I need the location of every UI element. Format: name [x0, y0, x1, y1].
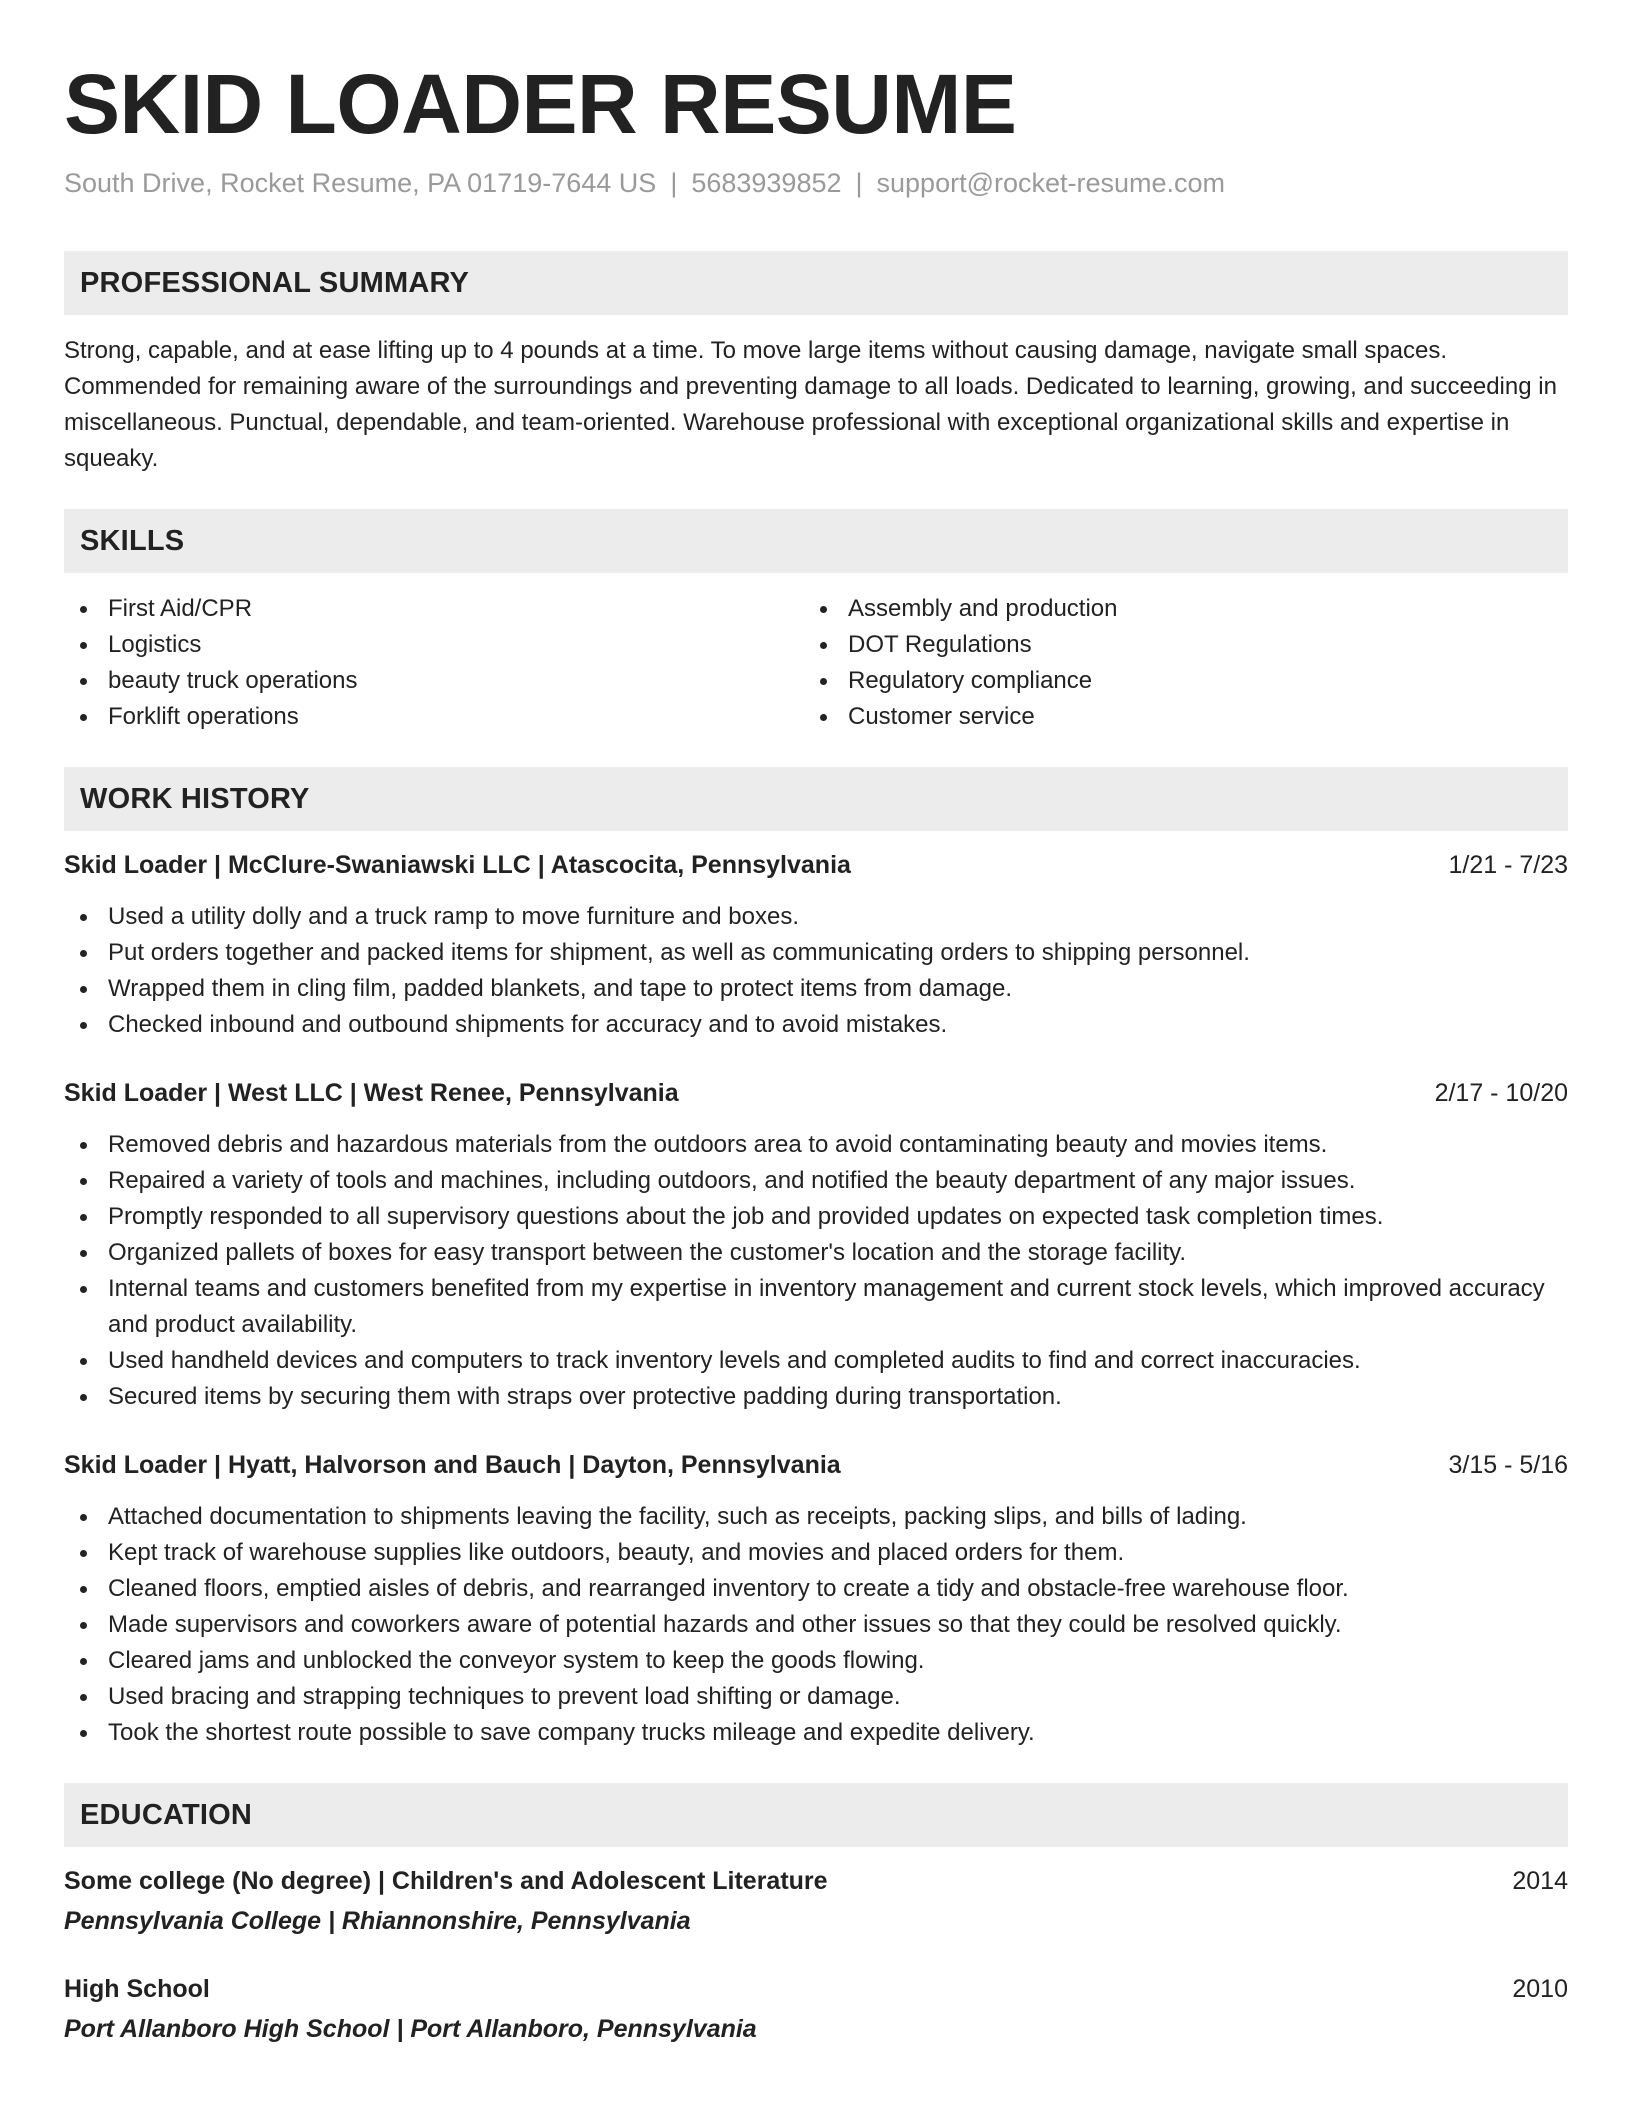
- skill-item: beauty truck operations: [64, 663, 804, 699]
- education-title: High School: [64, 1975, 210, 2004]
- education-year: 2014: [1512, 1867, 1568, 1896]
- job-title: Skid Loader | West LLC | West Renee, Pennsylvania: [64, 1079, 679, 1108]
- contact-phone: 5683939852: [691, 168, 842, 198]
- work-heading: WORK HISTORY: [64, 767, 1568, 831]
- contact-separator: |: [855, 168, 863, 198]
- education-header: [64, 1971, 1568, 2007]
- education-title: Some college (No degree) | Children's and Adolescent Literature: [64, 1867, 828, 1896]
- skill-item: Logistics: [64, 627, 804, 663]
- education-entry: [64, 1863, 1568, 1939]
- job-bullet: Secured items by securing them with straps over protective padding during transportation.: [64, 1379, 1568, 1415]
- contact-email: support@rocket-resume.com: [876, 168, 1226, 198]
- resume-title: SKID LOADER RESUME: [64, 57, 1017, 151]
- job-bullets: [64, 899, 1568, 1043]
- job-bullet: Promptly responded to all supervisory questions about the job and provided updates on expected task completion times.: [64, 1199, 1568, 1235]
- skill-item: First Aid/CPR: [64, 591, 804, 627]
- job-bullet: Organized pallets of boxes for easy transport between the customer's location and the storage facility.: [64, 1235, 1568, 1271]
- job-dates: 3/15 - 5/16: [1448, 1451, 1568, 1480]
- skill-item: Forklift operations: [64, 699, 804, 735]
- job-bullet: Made supervisors and coworkers aware of potential hazards and other issues so that they could be resolved quickly.: [64, 1607, 1568, 1643]
- education-school: Pennsylvania College | Rhiannonshire, Pennsylvania: [64, 1907, 691, 1936]
- job-bullet: Internal teams and customers benefited from my expertise in inventory management and current stock levels, which improved accuracy and product availability.: [64, 1271, 1568, 1343]
- job-bullet: Used handheld devices and computers to track inventory levels and completed audits to find and correct inaccuracies.: [64, 1343, 1568, 1379]
- job-bullet: Cleaned floors, emptied aisles of debris, and rearranged inventory to create a tidy and obstacle-free warehouse floor.: [64, 1571, 1568, 1607]
- job-header: [64, 1075, 1568, 1111]
- job-title: Skid Loader | McClure-Swaniawski LLC | Atascocita, Pennsylvania: [64, 851, 851, 880]
- job-bullet: Cleared jams and unblocked the conveyor system to keep the goods flowing.: [64, 1643, 1568, 1679]
- job-bullet: Put orders together and packed items for shipment, as well as communicating orders to shipping personnel.: [64, 935, 1568, 971]
- skills-heading: SKILLS: [64, 509, 1568, 573]
- education-header: [64, 1863, 1568, 1899]
- job-bullets: [64, 1127, 1568, 1415]
- contact-separator: |: [670, 168, 678, 198]
- education-heading: EDUCATION: [64, 1783, 1568, 1847]
- job-bullet: Took the shortest route possible to save company trucks mileage and expedite delivery.: [64, 1715, 1568, 1751]
- contact-line: [64, 166, 1568, 201]
- summary-text: Strong, capable, and at ease lifting up to 4 pounds at a time. To move large items without causing damage, navigate small spaces. Commended for remaining aware of the surroundings and preventing damage to all loads. Dedicated to learning, growing, and succeeding in miscellaneous. Punctual, dependable, and team-oriented. Warehouse professional with exceptional organizational skills and expertise in squeaky.: [64, 337, 1557, 473]
- job-title: Skid Loader | Hyatt, Halvorson and Bauch | Dayton, Pennsylvania: [64, 1451, 841, 1480]
- job-entry: [64, 1447, 1568, 1751]
- skill-item: Assembly and production: [804, 591, 1568, 627]
- job-dates: 1/21 - 7/23: [1448, 851, 1568, 880]
- job-header: [64, 1447, 1568, 1483]
- skill-item: Customer service: [804, 699, 1568, 735]
- job-bullet: Used a utility dolly and a truck ramp to move furniture and boxes.: [64, 899, 1568, 935]
- job-entry: [64, 1075, 1568, 1415]
- education-year: 2010: [1512, 1975, 1568, 2004]
- job-bullet: Attached documentation to shipments leaving the facility, such as receipts, packing slips, and bills of lading.: [64, 1499, 1568, 1535]
- education-school: Port Allanboro High School | Port Allanboro, Pennsylvania: [64, 2015, 757, 2044]
- skill-item: DOT Regulations: [804, 627, 1568, 663]
- skills-right-list: [804, 591, 1568, 735]
- job-bullets: [64, 1499, 1568, 1751]
- job-bullet: Removed debris and hazardous materials from the outdoors area to avoid contaminating beauty and movies items.: [64, 1127, 1568, 1163]
- job-bullet: Repaired a variety of tools and machines, including outdoors, and notified the beauty department of any major issues.: [64, 1163, 1568, 1199]
- contact-address: South Drive, Rocket Resume, PA 01719-7644 US: [64, 168, 657, 198]
- job-bullet: Wrapped them in cling film, padded blankets, and tape to protect items from damage.: [64, 971, 1568, 1007]
- skills-left-list: [64, 591, 804, 735]
- summary-heading: PROFESSIONAL SUMMARY: [64, 251, 1568, 315]
- education-entry: [64, 1971, 1568, 2047]
- job-dates: 2/17 - 10/20: [1434, 1079, 1568, 1108]
- job-header: [64, 847, 1568, 883]
- skill-item: Regulatory compliance: [804, 663, 1568, 699]
- job-bullet: Kept track of warehouse supplies like outdoors, beauty, and movies and placed orders for them.: [64, 1535, 1568, 1571]
- job-entry: [64, 847, 1568, 1043]
- skills-grid: [64, 591, 1568, 735]
- job-bullet: Used bracing and strapping techniques to prevent load shifting or damage.: [64, 1679, 1568, 1715]
- job-bullet: Checked inbound and outbound shipments for accuracy and to avoid mistakes.: [64, 1007, 1568, 1043]
